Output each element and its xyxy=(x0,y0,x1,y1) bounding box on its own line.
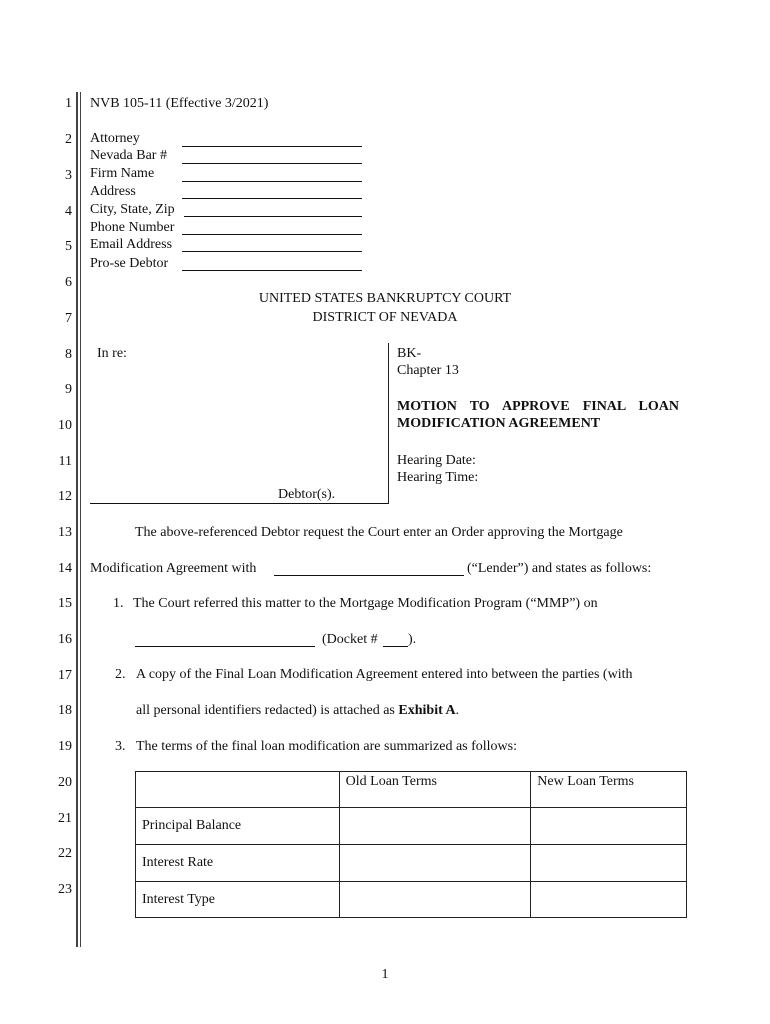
city-state-zip-field[interactable] xyxy=(184,216,362,217)
bar-number-label: Nevada Bar # xyxy=(90,148,167,163)
row-label: Interest Type xyxy=(136,882,340,918)
line-number: 18 xyxy=(58,703,72,718)
bar-number-field[interactable] xyxy=(182,163,362,164)
referral-date-line[interactable] xyxy=(135,646,315,647)
item2-continuation xyxy=(136,703,459,719)
line-number: 2 xyxy=(65,132,72,147)
loan-terms-table xyxy=(135,771,687,918)
line-number: 17 xyxy=(58,668,72,683)
line-number: 10 xyxy=(58,418,72,433)
intro-line1: The above-referenced Debtor request the Court enter an Order approving the Mortgage xyxy=(135,525,623,540)
table-header-row xyxy=(136,772,687,808)
motion-title-line2: MODIFICATION AGREEMENT xyxy=(397,416,601,431)
table-header-cell: New Loan Terms xyxy=(531,772,687,808)
debtor-name-line[interactable] xyxy=(90,503,388,504)
intro-line2-end: (“Lender”) and states as follows: xyxy=(467,561,652,576)
line-number: 8 xyxy=(65,347,72,362)
table-row xyxy=(136,845,687,882)
line-number: 12 xyxy=(58,489,72,504)
intro-line2-start: Modification Agreement with xyxy=(90,561,257,576)
phone-field[interactable] xyxy=(182,234,362,235)
line-number: 5 xyxy=(65,239,72,254)
caption-divider xyxy=(388,343,389,504)
email-field[interactable] xyxy=(182,251,362,252)
new-rate-cell[interactable] xyxy=(531,845,687,882)
city-state-zip-label: City, State, Zip xyxy=(90,202,175,217)
email-label: Email Address xyxy=(90,237,173,252)
lender-name-line[interactable] xyxy=(274,575,464,576)
item2-number: 2. xyxy=(115,667,126,682)
line-number: 13 xyxy=(58,525,72,540)
debtor-label: Debtor(s). xyxy=(278,487,336,502)
table-row xyxy=(136,882,687,918)
line-number: 23 xyxy=(58,882,72,897)
new-type-cell[interactable] xyxy=(531,882,687,918)
row-label: Principal Balance xyxy=(136,808,340,845)
pro-se-label: Pro-se Debtor xyxy=(90,256,169,271)
docket-number-line[interactable] xyxy=(383,646,408,647)
item3-number: 3. xyxy=(115,739,126,754)
docket-label: (Docket # xyxy=(322,632,378,647)
item1-number: 1. xyxy=(113,596,124,611)
line-number: 11 xyxy=(58,454,72,469)
old-type-cell[interactable] xyxy=(339,882,531,918)
line-number: 3 xyxy=(65,168,72,183)
margin-rule-left xyxy=(76,92,78,947)
firm-name-label: Firm Name xyxy=(90,166,155,181)
hearing-date: Hearing Date: xyxy=(397,453,476,468)
line-number: 20 xyxy=(58,775,72,790)
court-district: DISTRICT OF NEVADA xyxy=(312,310,458,325)
pro-se-field[interactable] xyxy=(182,270,362,271)
table-header-cell: Old Loan Terms xyxy=(339,772,531,808)
line-number: 19 xyxy=(58,739,72,754)
attorney-field[interactable] xyxy=(182,146,362,147)
old-principal-cell[interactable] xyxy=(339,808,531,845)
address-label: Address xyxy=(90,184,136,199)
line-number: 4 xyxy=(65,204,72,219)
row-label: Interest Rate xyxy=(136,845,340,882)
form-id: NVB 105-11 (Effective 3/2021) xyxy=(90,96,269,111)
exhibit-a: Exhibit A xyxy=(398,703,456,718)
docket-close: ). xyxy=(408,632,417,647)
chapter: Chapter 13 xyxy=(397,363,459,378)
firm-name-field[interactable] xyxy=(182,181,362,182)
line-number: 21 xyxy=(58,811,72,826)
table-row xyxy=(136,808,687,845)
line-number: 16 xyxy=(58,632,72,647)
address-field[interactable] xyxy=(182,198,362,199)
new-principal-cell[interactable] xyxy=(531,808,687,845)
item2-text: A copy of the Final Loan Modification Agreement entered into between the parties (with xyxy=(136,667,633,682)
line-number: 7 xyxy=(65,311,72,326)
line-number: 14 xyxy=(58,561,72,576)
old-rate-cell[interactable] xyxy=(339,845,531,882)
in-re-label: In re: xyxy=(97,346,127,361)
table-header-cell xyxy=(136,772,340,808)
item2-period: . xyxy=(455,703,460,718)
motion-title-line1: MOTION TO APPROVE FINAL LOAN xyxy=(397,399,679,414)
attorney-label: Attorney xyxy=(90,131,140,146)
line-number: 1 xyxy=(65,96,72,111)
margin-rule-right xyxy=(80,92,81,947)
page-number: 1 xyxy=(381,967,389,982)
line-number: 15 xyxy=(58,596,72,611)
case-number: BK- xyxy=(397,346,422,361)
line-number: 9 xyxy=(65,382,72,397)
item3-text: The terms of the final loan modification are summarized as follows: xyxy=(136,739,517,754)
item1-text: The Court referred this matter to the Mortgage Modification Program (“MMP”) on xyxy=(133,596,598,611)
line-number: 22 xyxy=(58,846,72,861)
hearing-time: Hearing Time: xyxy=(397,470,479,485)
line-number: 6 xyxy=(65,275,72,290)
phone-label: Phone Number xyxy=(90,220,175,235)
item2-cont-text: all personal identifiers redacted) is attached as xyxy=(136,703,395,718)
court-name: UNITED STATES BANKRUPTCY COURT xyxy=(258,291,512,306)
